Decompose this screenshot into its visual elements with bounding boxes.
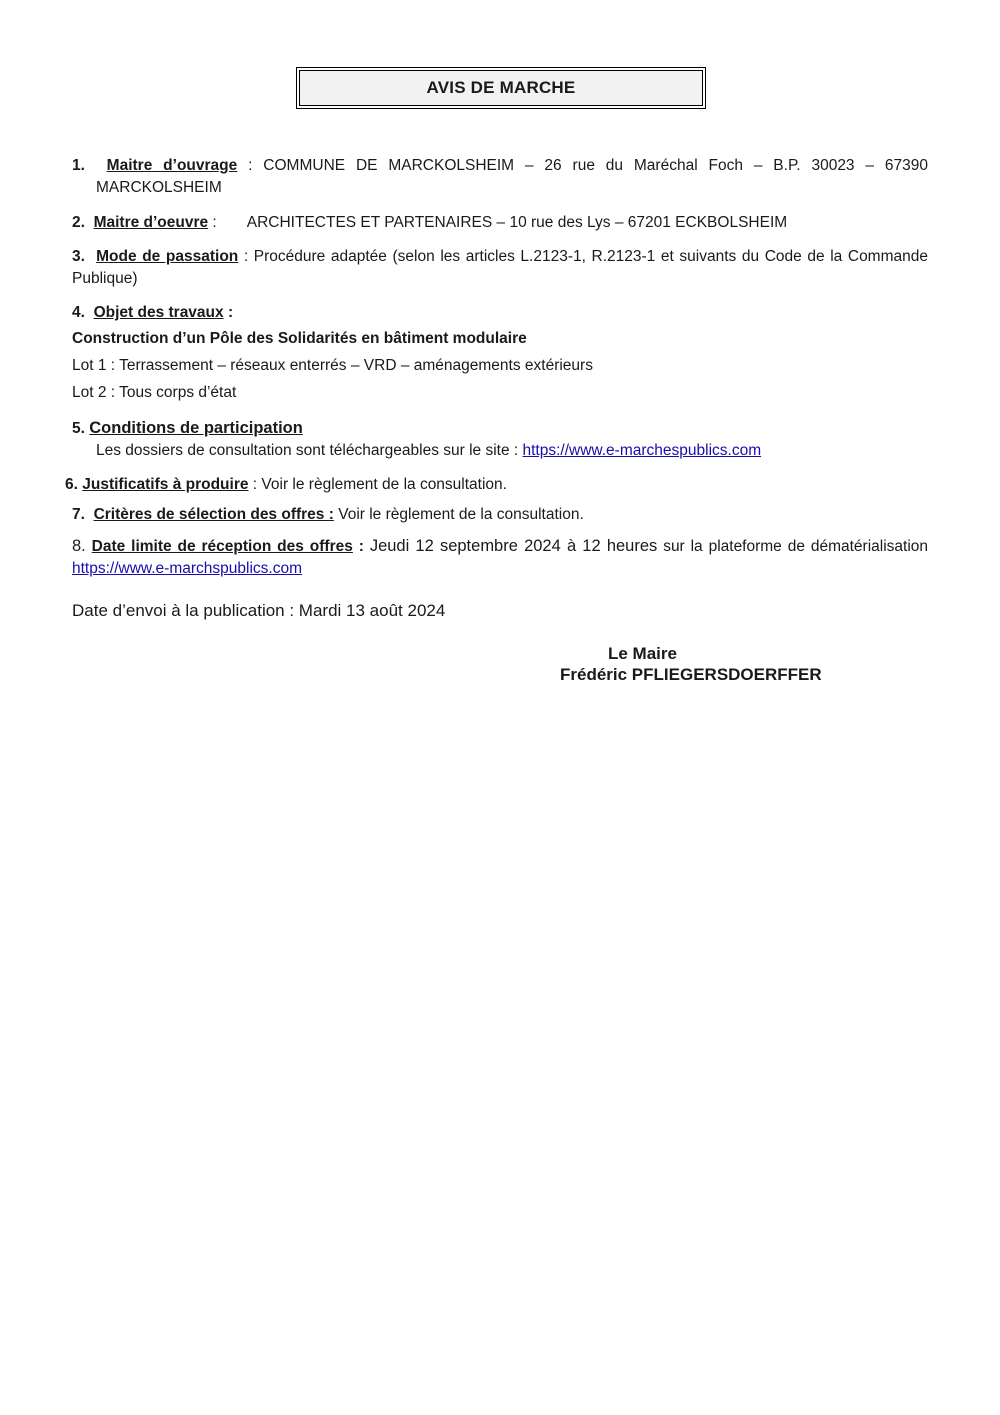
item-number: 8. (72, 537, 86, 555)
item-label: Mode de passation (96, 248, 239, 265)
consultation-link[interactable]: https://www.e-marchespublics.com (522, 442, 762, 459)
signature-role: Le Maire (608, 644, 677, 663)
deadline-date: Jeudi 12 septembre 2024 à 12 heures (369, 537, 658, 555)
item-text: ARCHITECTES ET PARTENAIRES – 10 rue des Lys – 67201 ECKBOLSHEIM (246, 214, 788, 231)
item-text: COMMUNE DE MARCKOLSHEIM – 26 rue du Maréchal Foch – B.P. 30023 – 67390 (263, 157, 928, 174)
lot-2: Lot 2 : Tous corps d’état (72, 384, 237, 401)
works-subject: Construction d’un Pôle des Solidarités en bâtiment modulaire (72, 330, 527, 347)
item-text: Voir le règlement de la consultation. (261, 476, 507, 493)
item-mode-passation: 3. Mode de passation : Procédure adaptée (selon les articles L.2123-1, R.2123-1 et suivants du Code de la Commande Publique) (72, 246, 928, 290)
item-number: 7. (72, 506, 85, 523)
item-number: 2. (72, 214, 85, 231)
item-label: Conditions de participation (89, 419, 303, 437)
item-label: Date limite de réception des offres (91, 538, 353, 555)
item-text: Les dossiers de consultation sont téléchargeables sur le site : (96, 442, 523, 459)
item-label: Maitre d’ouvrage (106, 157, 238, 174)
title-box (296, 67, 706, 109)
item-number: 3. (72, 248, 85, 265)
item-label: Maitre d’oeuvre (93, 214, 209, 231)
item-maitre-oeuvre: 2. Maitre d’oeuvre : ARCHITECTES ET PARTENAIRES – 10 rue des Lys – 67201 ECKBOLSHEIM (72, 214, 788, 231)
item-number: 5. (72, 420, 85, 437)
item-justificatifs: 6. Justificatifs à produire : Voir le règlement de la consultation. (65, 476, 507, 493)
item-number: 6. (65, 476, 78, 493)
item-text: Voir le règlement de la consultation. (333, 506, 584, 523)
item-number: 4. (72, 304, 85, 321)
item-text-continued: MARCKOLSHEIM (96, 179, 222, 196)
item-conditions-participation (72, 417, 928, 462)
item-label: Objet des travaux (93, 304, 224, 321)
item-number: 1. (72, 157, 85, 174)
item-label: Critères de sélection des offres : (93, 506, 334, 523)
item-text: Procédure adaptée (selon les articles L.2123-1, R.2123-1 et suivants du Code de la Commande (253, 248, 928, 265)
page-title: AVIS DE MARCHE (299, 70, 703, 106)
item-label: Justificatifs à produire (82, 476, 249, 493)
item-maitre-ouvrage: 1. Maitre d’ouvrage : COMMUNE DE MARCKOLSHEIM – 26 rue du Maréchal Foch – B.P. 30023 – 67390 MARCKOLSHEIM (72, 155, 928, 199)
item-date-limite: 8. Date limite de réception des offres : Jeudi 12 septembre 2024 à 12 heures sur la plateforme de dématérialisation https://www.e-marchspublics.com (72, 537, 929, 577)
lot-1: Lot 1 : Terrassement – réseaux enterrés – VRD – aménagements extérieurs (72, 357, 593, 374)
platform-link[interactable]: https://www.e-marchspublics.com (72, 560, 302, 577)
signature-name: Frédéric PFLIEGERSDOERFFER (560, 665, 822, 684)
item-text-continued: Publique) (72, 270, 138, 287)
publication-date: Date d’envoi à la publication : Mardi 13 août 2024 (72, 601, 446, 620)
item-objet-travaux: 4. Objet des travaux : Construction d’un Pôle des Solidarités en bâtiment modulaire Lot 1 : Terrassement – réseaux enterrés – VRD – aménagements extérieurs Lot 2 : Tous corps d’état (72, 302, 928, 404)
item-text: sur la plateforme de dématérialisation (657, 538, 929, 555)
item-criteres-selection (72, 504, 928, 526)
